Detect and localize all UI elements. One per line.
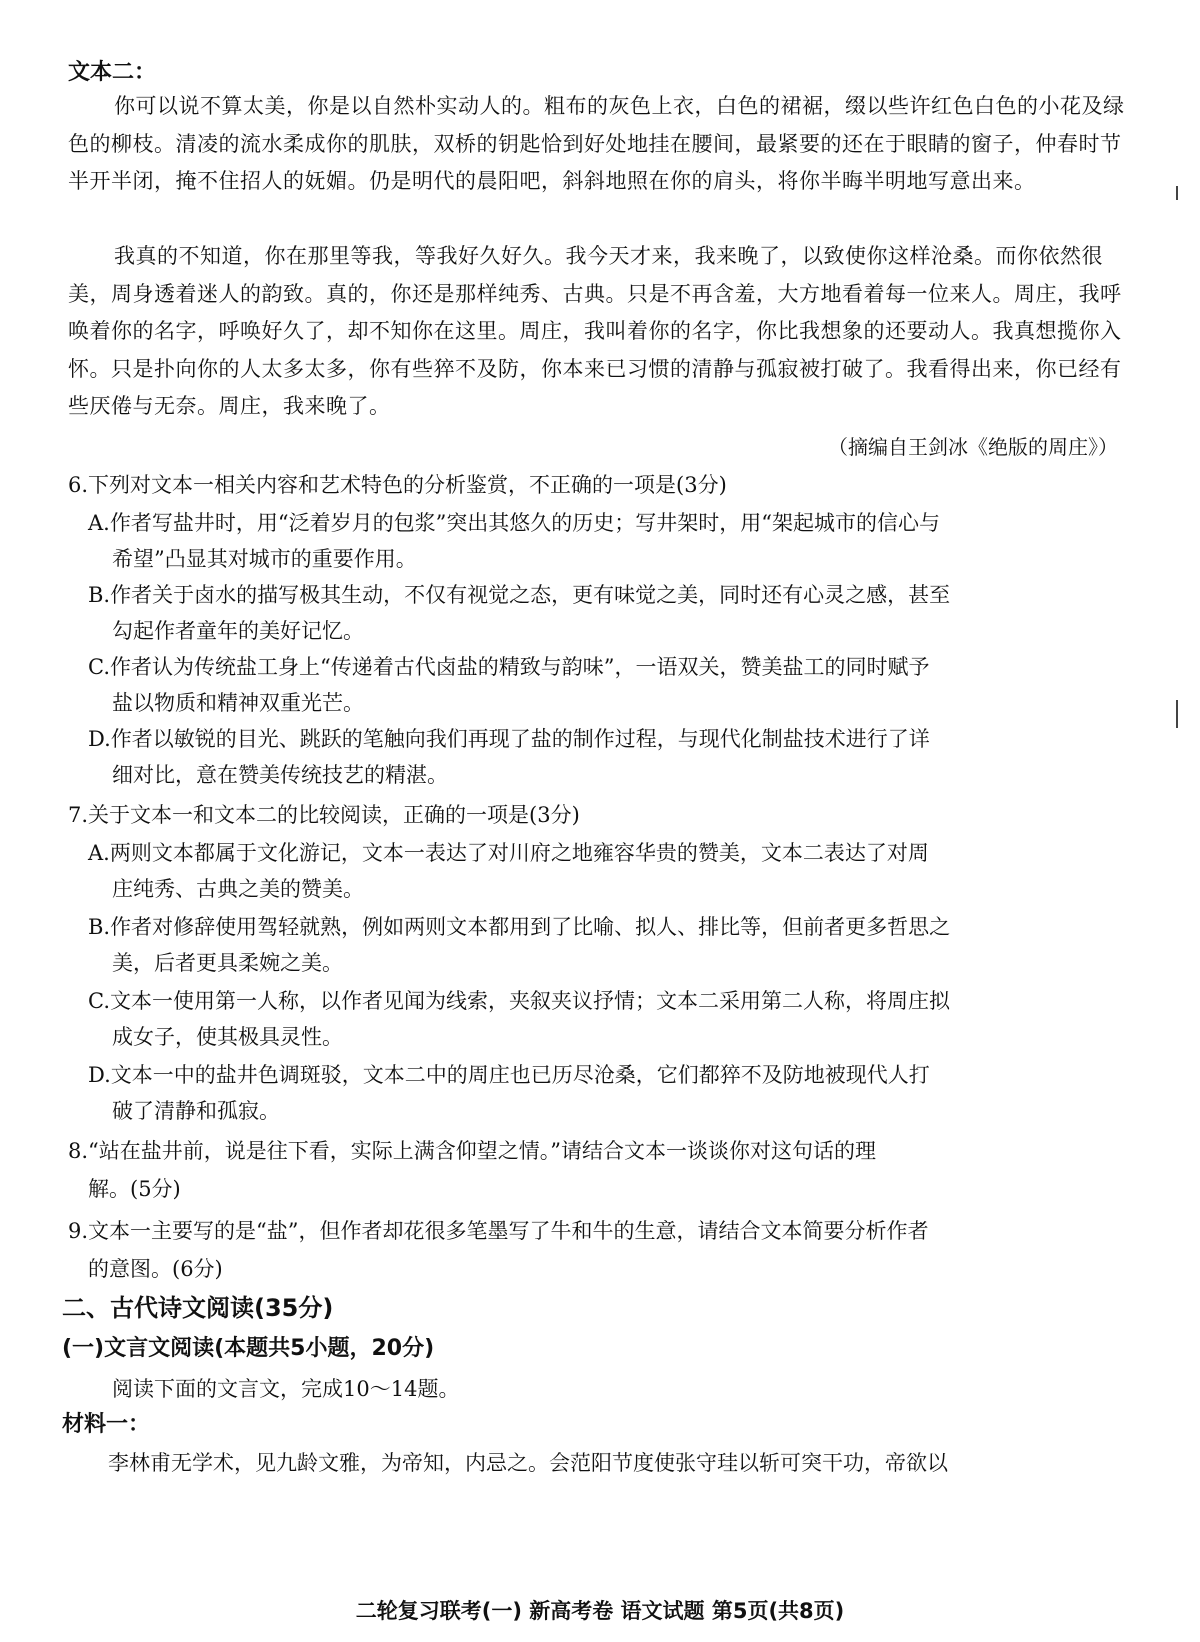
- text2-attribution: （摘编自王剑冰《绝版的周庄》）: [828, 435, 1118, 459]
- question-7-option-a-line1: A.两则文本都属于文化游记，文本一表达了对川府之地雍容华贵的赞美，文本二表达了对周: [88, 841, 929, 865]
- scan-mark-1: [1176, 186, 1178, 200]
- section-2-instruction: 阅读下面的文言文，完成10～14题。: [112, 1377, 460, 1401]
- question-8-line2: 解。(5分): [88, 1177, 181, 1201]
- scan-mark-2: [1176, 700, 1178, 728]
- material-1-heading: 材料一：: [62, 1412, 151, 1437]
- question-7-option-c-line1: C.文本一使用第一人称，以作者见闻为线索，夹叙夹议抒情；文本二采用第二人称，将周庄拟: [88, 989, 950, 1013]
- question-6-option-b-line2: 勾起作者童年的美好记忆。: [112, 619, 364, 643]
- question-8-line1: 8.“站在盐井前，说是往下看，实际上满含仰望之情。”请结合文本一谈谈你对这句话的理: [68, 1139, 877, 1163]
- question-7-option-d-line2: 破了清静和孤寂。: [112, 1099, 280, 1123]
- question-6-option-a-line2: 希望”凸显其对城市的重要作用。: [112, 547, 417, 571]
- section-2-subtitle: (一)文言文阅读(本题共5小题，20分): [62, 1336, 435, 1361]
- question-7-option-c-line2: 成女子，使其极具灵性。: [112, 1025, 343, 1049]
- question-7-stem: 7.关于文本一和文本二的比较阅读，正确的一项是(3分): [68, 803, 580, 827]
- question-7-option-b-line2: 美，后者更具柔婉之美。: [112, 951, 343, 975]
- question-6-option-d-line1: D.作者以敏锐的目光、跳跃的笔触向我们再现了盐的制作过程，与现代化制盐技术进行了详: [88, 727, 930, 751]
- question-9-line1: 9.文本一主要写的是“盐”，但作者却花很多笔墨写了牛和牛的生意，请结合文本简要分析作者: [68, 1219, 929, 1243]
- section-2-title: 二、古代诗文阅读(35分): [62, 1294, 334, 1322]
- material-1-text: 李林甫无学术，见九龄文雅，为帝知，内忌之。会范阳节度使张守珪以斩可突干功，帝欲以: [108, 1451, 948, 1475]
- text2-paragraph-1: 你可以说不算太美，你是以自然朴实动人的。粗布的灰色上衣，白色的裙裾，缀以些许红色白色的小花及绿色的柳枝。清凌的流水柔成你的肌肤，双桥的钥匙恰到好处地挂在腰间，最紧要的还在于眼睛的窗子，仲春时节半开半闭，掩不住招人的妩媚。仍是明代的晨阳吧，斜斜地照在你的肩头，将你半晦半明地写意出来。: [68, 94, 1125, 194]
- question-6-option-c-line1: C.作者认为传统盐工身上“传递着古代卤盐的精致与韵味”，一语双关，赞美盐工的同时赋予: [88, 655, 930, 679]
- question-6-option-c-line2: 盐以物质和精神双重光芒。: [112, 691, 364, 715]
- text2-paragraph-2: 我真的不知道，你在那里等我，等我好久好久。我今天才来，我来晚了，以致使你这样沧桑。而你依然很美，周身透着迷人的韵致。真的，你还是那样纯秀、古典。只是不再含羞，大方地看着每一位来人。周庄，我呼唤着你的名字，呼唤好久了，却不知你在这里。周庄，我叫着你的名字，你比我想象的还要动人。我真想揽你入怀。只是扑向你的人太多太多，你有些猝不及防，你本来已习惯的清静与孤寂被打破了。我看得出来，你已经有些厌倦与无奈。周庄，我来晚了。: [68, 244, 1122, 419]
- page-footer: 二轮复习联考(一) 新高考卷 语文试题 第5页(共8页): [355, 1599, 845, 1623]
- question-7-option-b-line1: B.作者对修辞使用驾轻就熟，例如两则文本都用到了比喻、拟人、排比等，但前者更多哲思之: [88, 915, 951, 939]
- question-7-option-d-line1: D.文本一中的盐井色调斑驳，文本二中的周庄也已历尽沧桑，它们都猝不及防地被现代人打: [88, 1063, 930, 1087]
- question-6-stem: 6.下列对文本一相关内容和艺术特色的分析鉴赏，不正确的一项是(3分): [68, 473, 727, 497]
- text2-heading: 文本二：: [68, 60, 157, 85]
- question-6-option-a-line1: A.作者写盐井时，用“泛着岁月的包浆”突出其悠久的历史；写井架时，用“架起城市的信心与: [88, 511, 941, 535]
- question-6-option-d-line2: 细对比，意在赞美传统技艺的精湛。: [112, 763, 448, 787]
- question-9-line2: 的意图。(6分): [88, 1257, 223, 1281]
- question-6-option-b-line1: B.作者关于卤水的描写极其生动，不仅有视觉之态，更有味觉之美，同时还有心灵之感，甚至: [88, 583, 951, 607]
- question-7-option-a-line2: 庄纯秀、古典之美的赞美。: [112, 877, 364, 901]
